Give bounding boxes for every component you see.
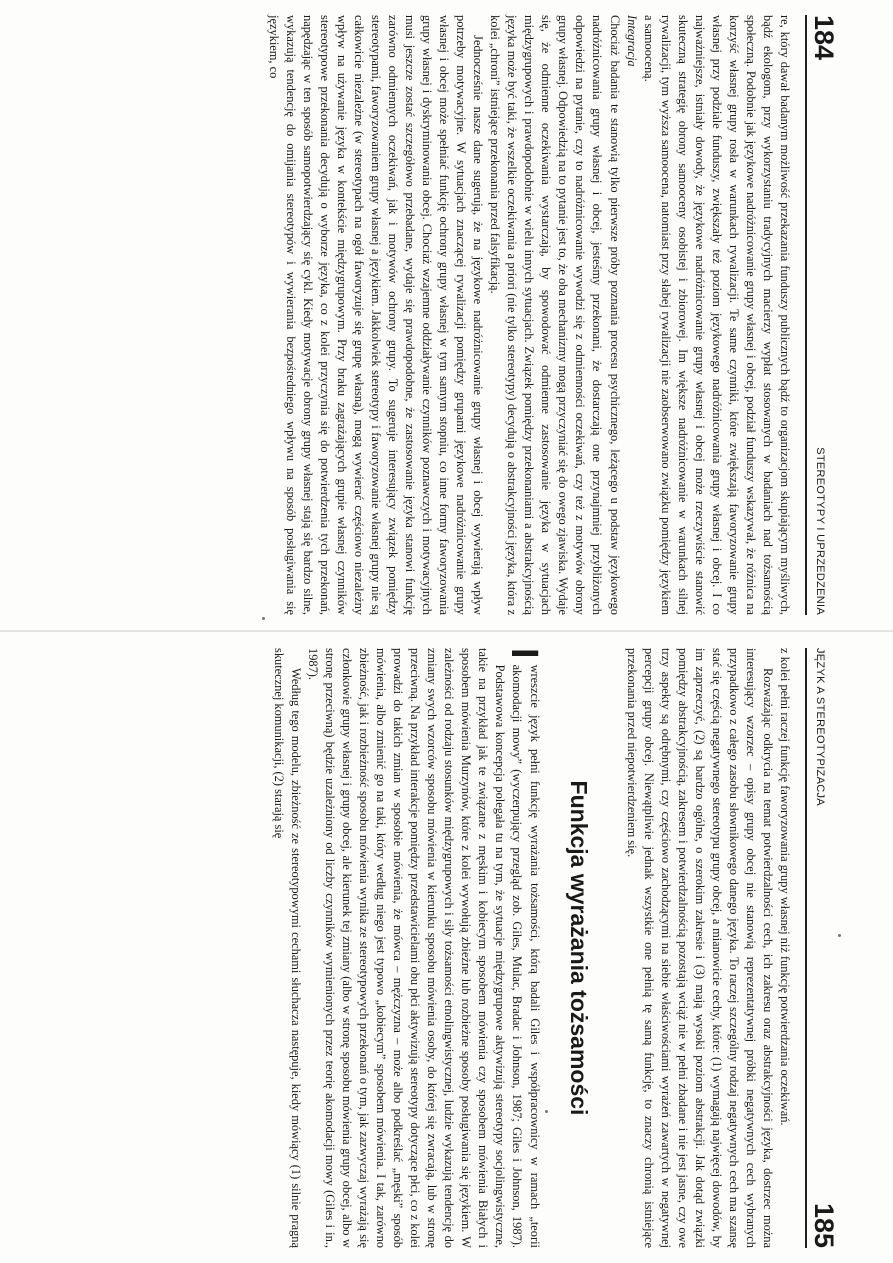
paragraph: z kolei pełni raczej funkcję faworyzowania grupy własnej niż funkcję potwierdzania oczekiwań.	[777, 648, 792, 1126]
page-number: 185	[808, 1202, 839, 1248]
paragraph: re, który dawał badanym możliwość przekazania funduszy publicznych bądź to organizacjom skupiającym myśliwych, bądź ekologom, przy wykorzystaniu tradycyjnych macierzy wypłat stosowanych w badaniach nad tożsamością społeczną. Podobnie jak językowe nadróżnicowanie grupy własnej i obcej, podział funduszy wskazywał, że różnica na korzyść własnej grupy rosła w warunkach rywalizacji. Te same czynniki, które zwiększają faworyzowanie grupy własnej przy podziale funduszy, zwiększały też poziom językowego nadróżnicowania grupy własnej i obcej. I co najważniejsze, istniały dowody, że językowe nadróżnicowanie grupy własnej i obcej może rzeczywiście stanowić skuteczną strategię obrony samooceny osobistej i zbiorowej. Im większe nadróżnicowanie w warunkach silnej rywalizacji, tym wyższa samoocena, natomiast przy słabej rywalizacji nie zaobserwowano związku pomiędzy językiem a samooceną.	[641, 15, 792, 615]
paragraph-text: wreszcie język pełni funkcję wyrażania tożsamości, którą badali Giles i współpracownicy w ramach „teorii akomodacji mowy” (wyczerpujący przegląd zob. Giles, Mulac, Bradac i Johnson, 1987; Giles i Johnson, 1987). Podstawowa koncepcja polegała tu na tym, że sytuacje międzygrupowe aktywizują stereotypy socjolingwistyczne, takie na przykład jak te związane z męskim i kobiecym sposobem mówienia czy sposobem mówienia Białych i sposobem mówienia Murzynów, które z kolei wywołują zbieżne lub rozbieżne sposoby posługiwania się językiem. W zależności od rodzaju stosunków międzygrupowych i siły tożsamości etnolingwistycznej, ludzie wykazują tendencję do zmiany swych wzorców sposobu mówienia w kierunku sposobu mówienia osoby, do której się zwracają, lub w stronę przeciwną. Na przykład interakcje pomiędzy przedstawicielami obu płci aktywizują stereotypy dotyczące płci, co z kolei prowadzi do takich zmian w sposobie mówienia, że mówca – mężczyzna – może albo podkreślać „męski” sposób mówienia, albo zmienić go na taki, który według niego jest typowo „kobiecym” sposobem mówienia. I tak, zarówno zbieżność, jak i rozbieżność sposobu mówienia wynika ze stereotypowych przekonań o tym, jak zazwyczaj wyrażają się członkowie grupy własnej i grupy obcej, ale kierunek tej zmiany (albo w stronę sposobu mówienia grupy obcej, albo w stronę przeciwną) będzie uzależniony od liczby czynników wymienionych przez teorię akomodacji mowy (Giles i in., 1987).	[305, 648, 542, 1248]
running-title: STEREOTYPY I UPRZEDZENIA	[813, 447, 826, 615]
paragraph: Jednocześnie nasze dane sugerują, że na językowe nadróżnicowanie grupy własnej i obcej wywierają wpływ potrzeby motywacyjne. W sytuacjach znaczącej rywalizacji pomiędzy grupami językowe nadróżnicowanie grupy własnej i obcej może spełniać funkcję ochrony grupy własnej w tym samym stopniu, co inne formy faworyzowania grupy własnej i dyskryminowania obcej. Chociaż wzajemne oddziaływanie czynników poznawczych i motywacyjnych musi jeszcze zostać szczegółowo przebadane, wydaje się prawdopodobne, że zastosowanie języka stanowi funkcję zarówno odmiennych oczekiwań, jak i motywów ochrony grupy. To sugeruje interesujący związek pomiędzy stereotypami, faworyzowaniem grupy własnej a językiem. Jakkolwiek stereotypy i faworyzowanie własnej grupy nie są całkowicie niezależne (w stereotypach na ogół faworyzuje się grupę własną), mogą wywierać częściowo niezależny wpływ na używanie języka w kontekście międzygrupowym. Przy braku zagrażających grupie własnej czynników stereotypowe przekonania decydują o wyborze języka, co z kolei przyczynia się do potwierdzenia tych przekonań, napędzając w ten sposób samopotwierdzający się cykl. Kiedy motywacje obrony grupy własnej stają się bardzo silne, wykazują tendencję do omijania stereotypów i wywierania bezpośredniego wpływu na sposób posługiwania się językiem, co	[266, 15, 485, 615]
paragraph-with-dropcap	[303, 648, 545, 1248]
chapter-title: Funkcja wyrażania tożsamości	[565, 780, 592, 1116]
running-header	[801, 15, 841, 615]
book-fold	[0, 630, 893, 632]
drop-cap: I	[502, 648, 545, 659]
page-number: 184	[808, 15, 839, 61]
paragraph: Chociaż badania te stanowią tylko pierwsze próby poznania procesu psychicznego, leżącego u podstaw językowego nadróżnicowania grupy własnej i obcej, jesteśmy przekonani, że dostarczają one przynajmniej przybliżonych odpowiedzi na pytanie, czy to nadróżnicowanie wywodzi się z odmienności oczekiwań, czy też z motywów obrony grupy własnej. Odpowiedzią na to pytanie jest to, że oba mechanizmy mogą przyczyniać się do owego zjawiska. Wydaje się, że odmienne oczekiwania wystarczają, by spowodować odmienne zastosowanie języka w sytuacjach międzygrupowych i prawdopodobnie w wielu innych sytuacjach. Związek pomiędzy przekonaniami a abstrakcyjnością języka może być taki, że wszelkie oczekiwania a priori (nie tylko stereotypy) decydują o abstrakcyjności języka, która z kolei „chroni” istniejące przekonania przed falsyfikacją.	[487, 15, 622, 615]
paragraph: Rozważając odkrycia na temat potwierdzalności cech, ich zakresu oraz abstrakcyjności języka, dostrzec można interesujący wzorzec – opisy grupy obcej nie stanowią reprezentatywnej próbki negatywnych cech wybranych przypadkowo z całego zasobu słownikowego danego języka. To raczej szczególny rodzaj negatywnych cech ma szansę stać się częścią negatywnego stereotypu grupy obcej, a mianowicie cechy, które: (1) wymagają najwięcej dowodów, by im zaprzeczyć, (2) są bardzo ogólne, o szerokim zakresie i (3) mają wysoki poziom abstrakcji. Jak dotąd związki pomiędzy abstrakcyjnością, zakresem i potwierdzalnością pozostają wciąż nie w pełni zbadane i nie jest jasne, czy owe trzy aspekty są odrębnymi, czy częściowo zachodzącymi na siebie właściwościami wyrażeń zawartych w negatywnej percepcji grupy obcej. Niewątpliwie jednak wszystkie one pełnią tę samą funkcję, to znaczy chronią istniejące przekonania przed niepotwierdzeniem się.	[624, 648, 775, 1248]
running-header	[801, 648, 841, 1248]
page-body	[53, 15, 793, 615]
page-185	[0, 633, 893, 1263]
section-heading: Integracja	[624, 15, 639, 67]
paragraph: Według tego modelu, zbieżność ze stereotypowymi cechami słuchacza następuje, kiedy mówiący (1) silnie pragną skutecznej komunikacji, (2) starają się	[271, 648, 303, 1248]
page-body	[53, 648, 793, 1248]
running-title: JĘZYK A STEREOTYPIZACJA	[813, 648, 826, 806]
page-184	[0, 0, 893, 630]
header-rule	[805, 15, 807, 615]
header-rule	[805, 648, 807, 1248]
